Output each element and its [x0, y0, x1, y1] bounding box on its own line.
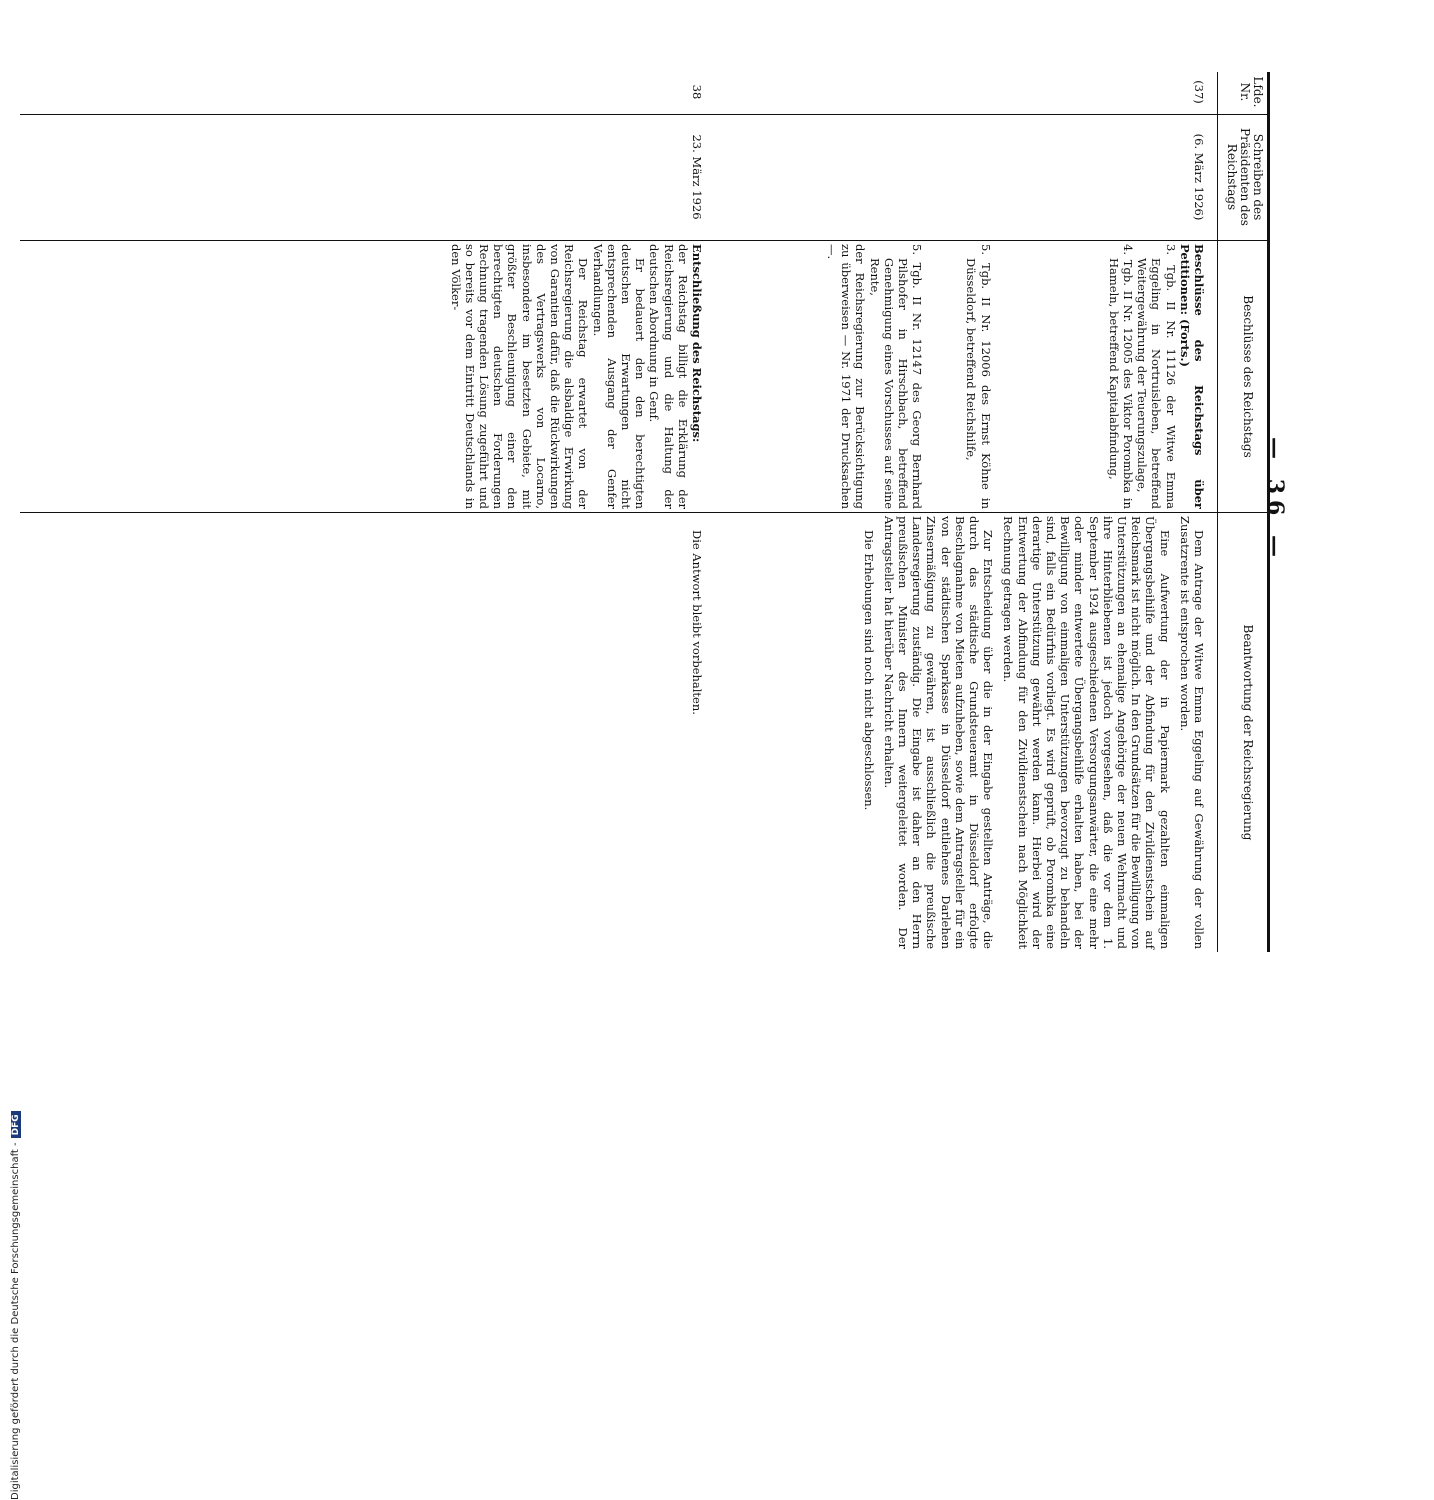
beschluss-item: 5. Tgb. II Nr. 12006 des Ernst Köhne in Düsseldorf, betreffend Reichshilfe,: [964, 244, 993, 509]
beschluss-text: Der Reichstag erwartet von der Reichsregierung die alsbaldige Erwirkung von Garantien dafür, daß die Rückwirkungen des Vertragswerks von Locarno, insbesondere im besetzten Gebiete, mit größter Beschleunigung einer den berechtigten deutschen Forderungen Rechnung tragenden Lösung zugeführt und so bereits vor dem Eintritt Deutschlands in den Völker-: [448, 244, 591, 509]
beschluss-cell: [448, 244, 704, 509]
column-divider: [20, 240, 1270, 241]
beantwortung-cell: [690, 516, 704, 949]
answer-paragraph: Die Antwort bleibt vorbehalten.: [690, 530, 704, 715]
header-beantwortung: Beantwortung der Reichsregierung: [1241, 624, 1255, 841]
column-divider: [20, 512, 1270, 513]
beschluss-heading: Entschließung des Reichstags:: [690, 244, 704, 443]
beschluss-item: 3. Tgb. II Nr. 11126 der Witwe Emma Eggeling in Nortruisleben, betreffend Weitergewährung der Teuerungszulage,: [1135, 244, 1178, 509]
dfg-logo: DFG: [11, 1111, 21, 1138]
answer-paragraph: Zur Entscheidung über die in der Eingabe gestellten Anträge, die durch das städtische Grundsteueramt in Düsseldorf erfolgte Beschlagnahme von Mieten aufzuheben, sowie dem Antragsteller für ein von der städtischen Sparkasse in Düsseldorf entliehenes Darlehen Zinsermäßigung zu gewähren, ist ausschließlich die preußische Landesregierung zuständig. Die Eingabe ist daher an den Herrn preußischen Minister des Innern weitergeleitet worden. Der Antragsteller hat hierüber Nachricht erhalten.: [881, 516, 996, 949]
column-divider: [20, 114, 1270, 115]
answer-paragraph: Eine Aufwertung der in Papiermark gezahlten einmaligen Übergangsbeihilfe und der Abfindung für den Zivildienstschein auf Reichsmark ist nicht möglich. In den Grundsätzen für die Bewilligung von Unterstützungen an ehemalige Angehörige der neuen Wehrmacht und ihre Hinterbliebenen ist jedoch vorgesehen, daß die vor dem 1. September 1924 ausgeschiedenen Versorgungsanwärter, die eine mehr oder minder entwertete Übergangsbeihilfe erhalten haben, bei der Bewilligung von einmaligen Unterstützungen bevorzugt zu behandeln sind, falls ein Bedürfnis vorliegt. Es wird geprüft, ob Porombka eine derartige Unterstützung gewährt werden kann. Hierbei wird der Entwertung der Abfindung für den Zivildienstschein nach Möglichkeit Rechnung getragen werden.: [1001, 516, 1172, 949]
row-number: (37): [1192, 80, 1206, 104]
footer-text: Digitalisierung gefördert durch die Deutsche Forschungsgemeinschaft -: [10, 1142, 21, 1500]
answer-paragraph: Dem Antrage der Witwe Emma Eggeling auf Gewährung der vollen Zusatzrente ist entsprochen worden.: [1177, 516, 1206, 949]
beschluss-text: Er bedauert den den berechtigten deutschen Erwartungen nicht entsprechenden Ausgang der Genfer Verhandlungen.: [590, 244, 648, 509]
beschluss-item: 5. Tgb. II Nr. 12147 des Georg Bernhard Pilshofer in Hirschbach, betreffend Genehmigung eines Vorschusses auf seine Rente,: [867, 244, 925, 509]
digitization-footer: [10, 500, 21, 1500]
answer-paragraph: Die Erhebungen sind noch nicht abgeschlossen.: [861, 530, 876, 811]
row-date: 23. März 1926: [690, 134, 704, 220]
beschluss-heading: Beschlüsse des Reichstags über Petitionen: (Forts.): [1177, 244, 1206, 509]
header-schreiben: Schreiben des Präsidenten des Reichstags: [1225, 128, 1265, 226]
header-nr: Lfde. Nr.: [1238, 76, 1265, 108]
row-date: (6. März 1926): [1192, 133, 1206, 221]
header-beschluesse: Beschlüsse des Reichstags: [1241, 295, 1255, 458]
beschluss-item: 4. Tgb. II Nr. 12005 des Viktor Porombka in Hameln, betreffend Kapitalabfindung,: [1106, 244, 1135, 509]
beschluss-text: der Reichsregierung zur Berücksichtigung zu überweisen — Nr. 1971 der Drucksachen —.: [824, 244, 868, 509]
beantwortung-cell: [861, 516, 1206, 949]
beschluss-cell: [825, 244, 1206, 509]
beschluss-text: der Reichstag billigt die Erklärung der Reichsregierung und die Haltung der deutschen Abordnung in Genf.: [647, 244, 690, 509]
row-number: 38: [690, 84, 704, 100]
page-number: — 36 —: [1262, 437, 1288, 563]
